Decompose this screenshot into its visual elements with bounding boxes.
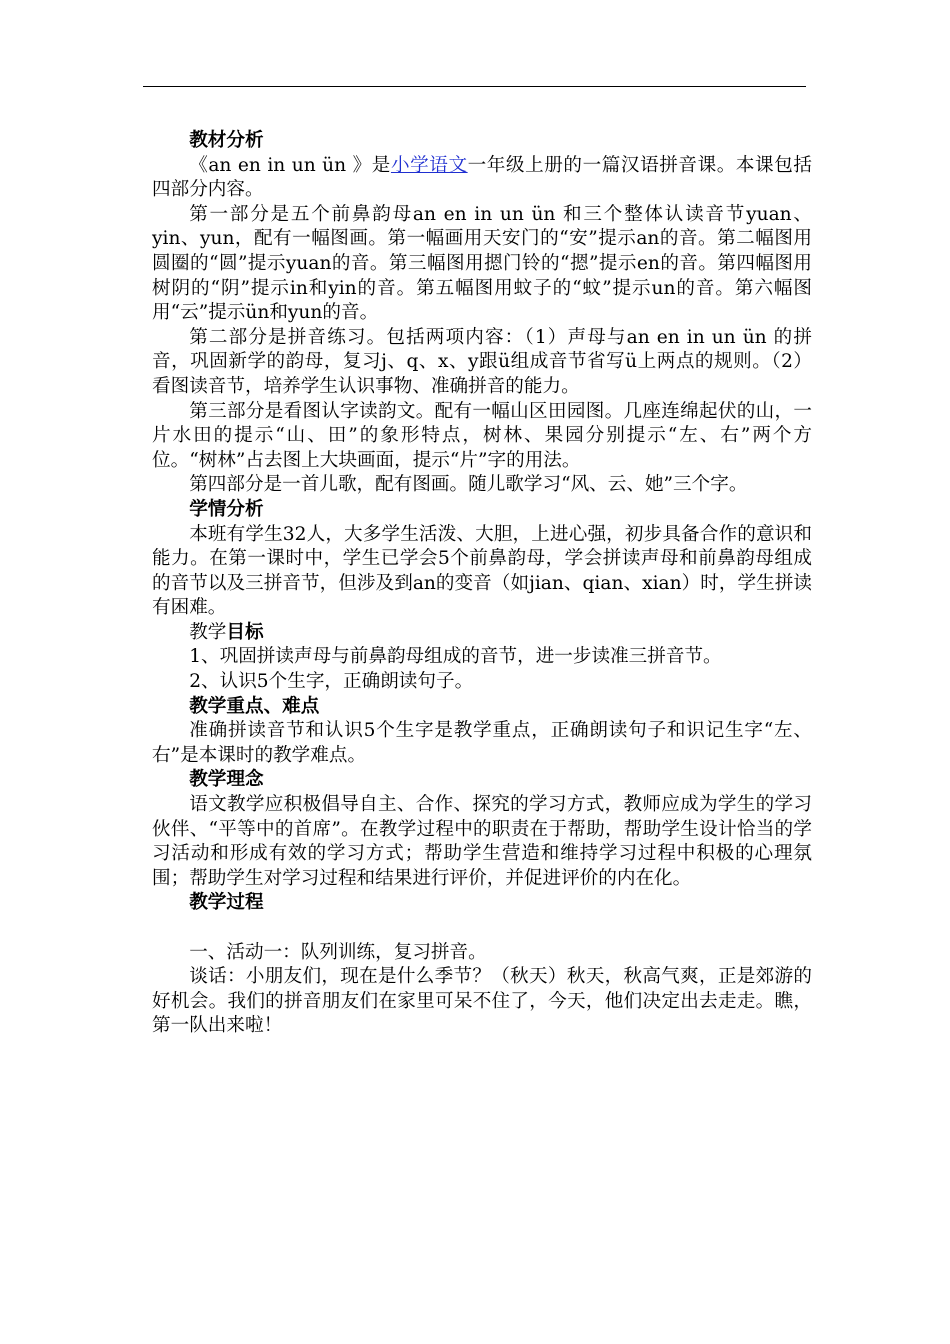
section-title-teaching-process: 教学过程 bbox=[189, 892, 264, 914]
paragraph-activity-one: 一、活动一：队列训练，复习拼音。 bbox=[189, 941, 487, 963]
document-body bbox=[152, 129, 812, 1039]
paragraph-student-analysis: 本班有学生32人，大多学生活泼、大胆，上进心强，初步具备合作的意识和能力。在第一课时中，学生已学会5个前鼻韵母，学会拼读声母和前鼻韵母组成的音节以及三拼音节，但涉及到an的变音（如jian、qian、xian）时，学生拼读有困难。 bbox=[152, 523, 812, 619]
paragraph-key-points: 准确拼读音节和认识5个生字是教学重点，正确朗读句子和识记生字“左、右”是本课时的教学难点。 bbox=[152, 720, 812, 766]
paragraph-teaching-philosophy: 语文教学应积极倡导自主、合作、探究的学习方式，教师应成为学生的学习伙伴、“平等中的首席”。在教学过程中的职责在于帮助，帮助学生设计恰当的学习活动和形成有效的学习方式；帮助学生营造和维持学习过程中积极的心理氛围；帮助学生对学习过程和结果进行评价，并促进评价的内在化。 bbox=[152, 794, 812, 889]
paragraph-goal-one: 1、巩固拼读声母与前鼻韵母组成的音节，进一步读准三拼音节。 bbox=[189, 646, 722, 668]
header-rule bbox=[143, 86, 806, 87]
paragraph-part-two: 第二部分是拼音练习。包括两项内容：（1）声母与an en in un ün 的拼音，巩固新学的韵母，复习j、q、x、y跟ü组成音节省写ü上两点的规则。（2）看图读音节，培养学生认识事物、准确拼音的能力。 bbox=[152, 326, 812, 397]
paragraph-intro bbox=[152, 154, 812, 203]
paragraph-part-four: 第四部分是一首儿歌，配有图画。随儿歌学习“风、云、她”三个字。 bbox=[189, 474, 748, 496]
paragraph-part-three: 第三部分是看图认字读韵文。配有一幅山区田园图。几座连绵起伏的山，一片水田的提示“山、田”的象形特点，树林、果园分别提示“左、右”两个方位。“树林”占去图上大块画面，提示“片”字的用法。 bbox=[152, 400, 812, 471]
primary-chinese-link[interactable]: 小学语文 bbox=[390, 154, 468, 176]
section-title-key-points: 教学重点、难点 bbox=[189, 695, 320, 717]
paragraph-conversation: 谈话：小朋友们，现在是什么季节？（秋天）秋天，秋高气爽，正是郊游的好机会。我们的拼音朋友们在家里可呆不住了，今天，他们决定出去走走。瞧，第一队出来啦！ bbox=[152, 966, 812, 1037]
section-title-textbook-analysis: 教材分析 bbox=[189, 130, 264, 151]
section-title-teaching-goals bbox=[152, 621, 812, 646]
paragraph-goal-two: 2、认识5个生字，正确朗读句子。 bbox=[189, 671, 474, 693]
intro-text-post: 一年级上册的一篇汉语拼音课。本课包括四部分内容。 bbox=[152, 154, 812, 201]
section-title-student-analysis: 学情分析 bbox=[189, 498, 264, 520]
goals-title-suffix: 目标 bbox=[226, 621, 264, 643]
blank-line bbox=[152, 916, 812, 941]
goals-title-prefix: 教学 bbox=[189, 621, 227, 643]
section-title-teaching-philosophy: 教学理念 bbox=[189, 769, 264, 791]
paragraph-part-one: 第一部分是五个前鼻韵母an en in un ün 和三个整体认读音节yuan、yin、yun，配有一幅图画。第一幅画用天安门的“安”提示an的音。第二幅图用圆圈的“圆”提示yuan的音。第三幅图用摁门铃的“摁”提示en的音。第四幅图用树阴的“阴”提示in和yin的音。第五幅图用蚊子的“蚊”提示un的音。第六幅图用“云”提示ün和yun的音。 bbox=[152, 203, 812, 324]
intro-text-pre: 《an en in un ün 》是 bbox=[189, 154, 391, 176]
